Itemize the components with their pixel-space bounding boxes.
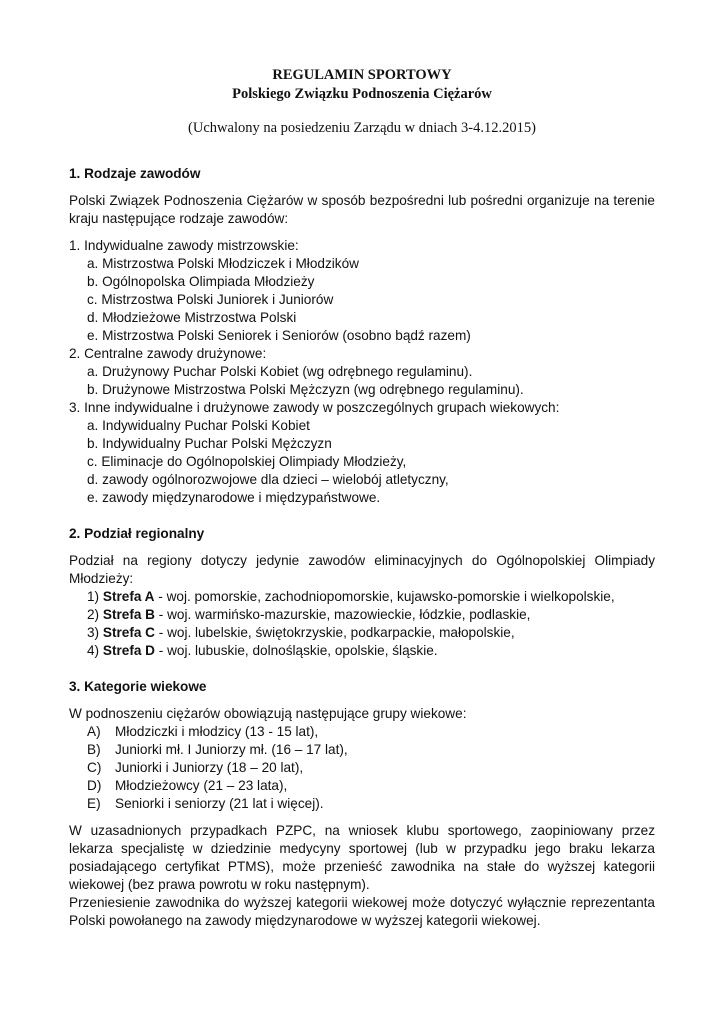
list-item: b. Drużynowe Mistrzostwa Polski Mężczyzn (wg odrębnego regulaminu). bbox=[87, 382, 524, 397]
list-item: a. Drużynowy Puchar Polski Kobiet (wg odrębnego regulaminu). bbox=[87, 364, 473, 379]
paragraph: Polski Związek Podnoszenia Ciężarów w sposób bezpośredni lub pośredni organizuje na terenie kraju następujące rodzaje zawodów: bbox=[69, 193, 655, 226]
list-item: c. Mistrzostwa Polski Juniorek i Juniorów bbox=[87, 292, 334, 307]
list-group-title: 2. Centralne zawody drużynowe: bbox=[69, 346, 267, 361]
list-item: a. Mistrzostwa Polski Młodziczek i Młodzików bbox=[87, 256, 359, 271]
list-item: b. Indywidualny Puchar Polski Mężczyzn bbox=[87, 436, 332, 451]
list-item: c. Eliminacje do Ogólnopolskiej Olimpiady Młodzieży, bbox=[87, 454, 407, 469]
section-heading: 2. Podział regionalny bbox=[69, 526, 205, 541]
document-body bbox=[69, 165, 655, 948]
age-group-item: E) Seniorki i seniorzy (21 lat i więcej). bbox=[87, 796, 324, 811]
zone-item: 3) Strefa C - woj. lubelskie, świętokrzyskie, podkarpackie, małopolskie, bbox=[87, 625, 515, 640]
list-item: d. Młodzieżowe Mistrzostwa Polski bbox=[87, 310, 297, 325]
section-heading: 3. Kategorie wiekowe bbox=[69, 679, 207, 694]
list-item: e. zawody międzynarodowe i międzypaństwowe. bbox=[87, 490, 381, 505]
zone-item: 2) Strefa B - woj. warmińsko-mazurskie, mazowieckie, łódzkie, podlaskie, bbox=[87, 607, 531, 622]
section-regional-division bbox=[69, 525, 655, 660]
section-age-categories bbox=[69, 678, 655, 930]
list-item: d. zawody ogólnorozwojowe dla dzieci – wielobój atletyczny, bbox=[87, 472, 449, 487]
zone-item: 4) Strefa D - woj. lubuskie, dolnośląskie, opolskie, śląskie. bbox=[87, 643, 438, 658]
document-subtitle: Polskiego Związku Podnoszenia Ciężarów bbox=[232, 86, 492, 102]
paragraph: Podział na regiony dotyczy jedynie zawodów eliminacyjnych do Ogólnopolskiej Olimpiady Młodzieży: bbox=[69, 553, 655, 586]
list-group-title: 3. Inne indywidualne i drużynowe zawody w poszczególnych grupach wiekowych: bbox=[69, 400, 560, 415]
list-item: a. Indywidualny Puchar Polski Kobiet bbox=[87, 418, 310, 433]
paragraph: Przeniesienie zawodnika do wyższej kategorii wiekowej może dotyczyć wyłącznie reprezentanta Polski powołanego na zawody międzynarodowe w wyższej kategorii wiekowej. bbox=[69, 895, 655, 928]
section-competition-types bbox=[69, 165, 655, 507]
list-item: b. Ogólnopolska Olimpiada Młodzieży bbox=[87, 274, 315, 289]
zone-item: 1) Strefa A - woj. pomorskie, zachodniopomorskie, kujawsko-pomorskie i wielkopolskie, bbox=[87, 589, 615, 604]
document-title: REGULAMIN SPORTOWY bbox=[272, 67, 452, 83]
section-heading: 1. Rodzaje zawodów bbox=[69, 166, 201, 181]
paragraph: W uzasadnionych przypadkach PZPC, na wniosek klubu sportowego, zaopiniowany przez lekarza specjalistę w dziedzinie medycyny sportowej (lub w przypadku jego braku lekarza posiadającego certyfikat PTMS), może przenieść zawodnika na stałe do wyższej kategorii wiekowej (bez prawa powrotu w roku następnym). bbox=[69, 823, 655, 892]
list-group-title: 1. Indywidualne zawody mistrzowskie: bbox=[69, 238, 299, 253]
age-group-item: C) Juniorki i Juniorzy (18 – 20 lat), bbox=[87, 760, 304, 775]
age-group-item: B) Juniorki mł. I Juniorzy mł. (16 – 17 lat), bbox=[87, 742, 348, 757]
age-group-item: A) Młodziczki i młodzicy (13 - 15 lat), bbox=[87, 724, 319, 739]
document-note: (Uchwalony na posiedzeniu Zarządu w dniach 3-4.12.2015) bbox=[188, 120, 536, 136]
paragraph: W podnoszeniu ciężarów obowiązują następujące grupy wiekowe: bbox=[69, 706, 467, 721]
age-group-item: D) Młodzieżowcy (21 – 23 lata), bbox=[87, 778, 288, 793]
list-item: e. Mistrzostwa Polski Seniorek i Seniorów (osobno bądź razem) bbox=[87, 328, 471, 343]
